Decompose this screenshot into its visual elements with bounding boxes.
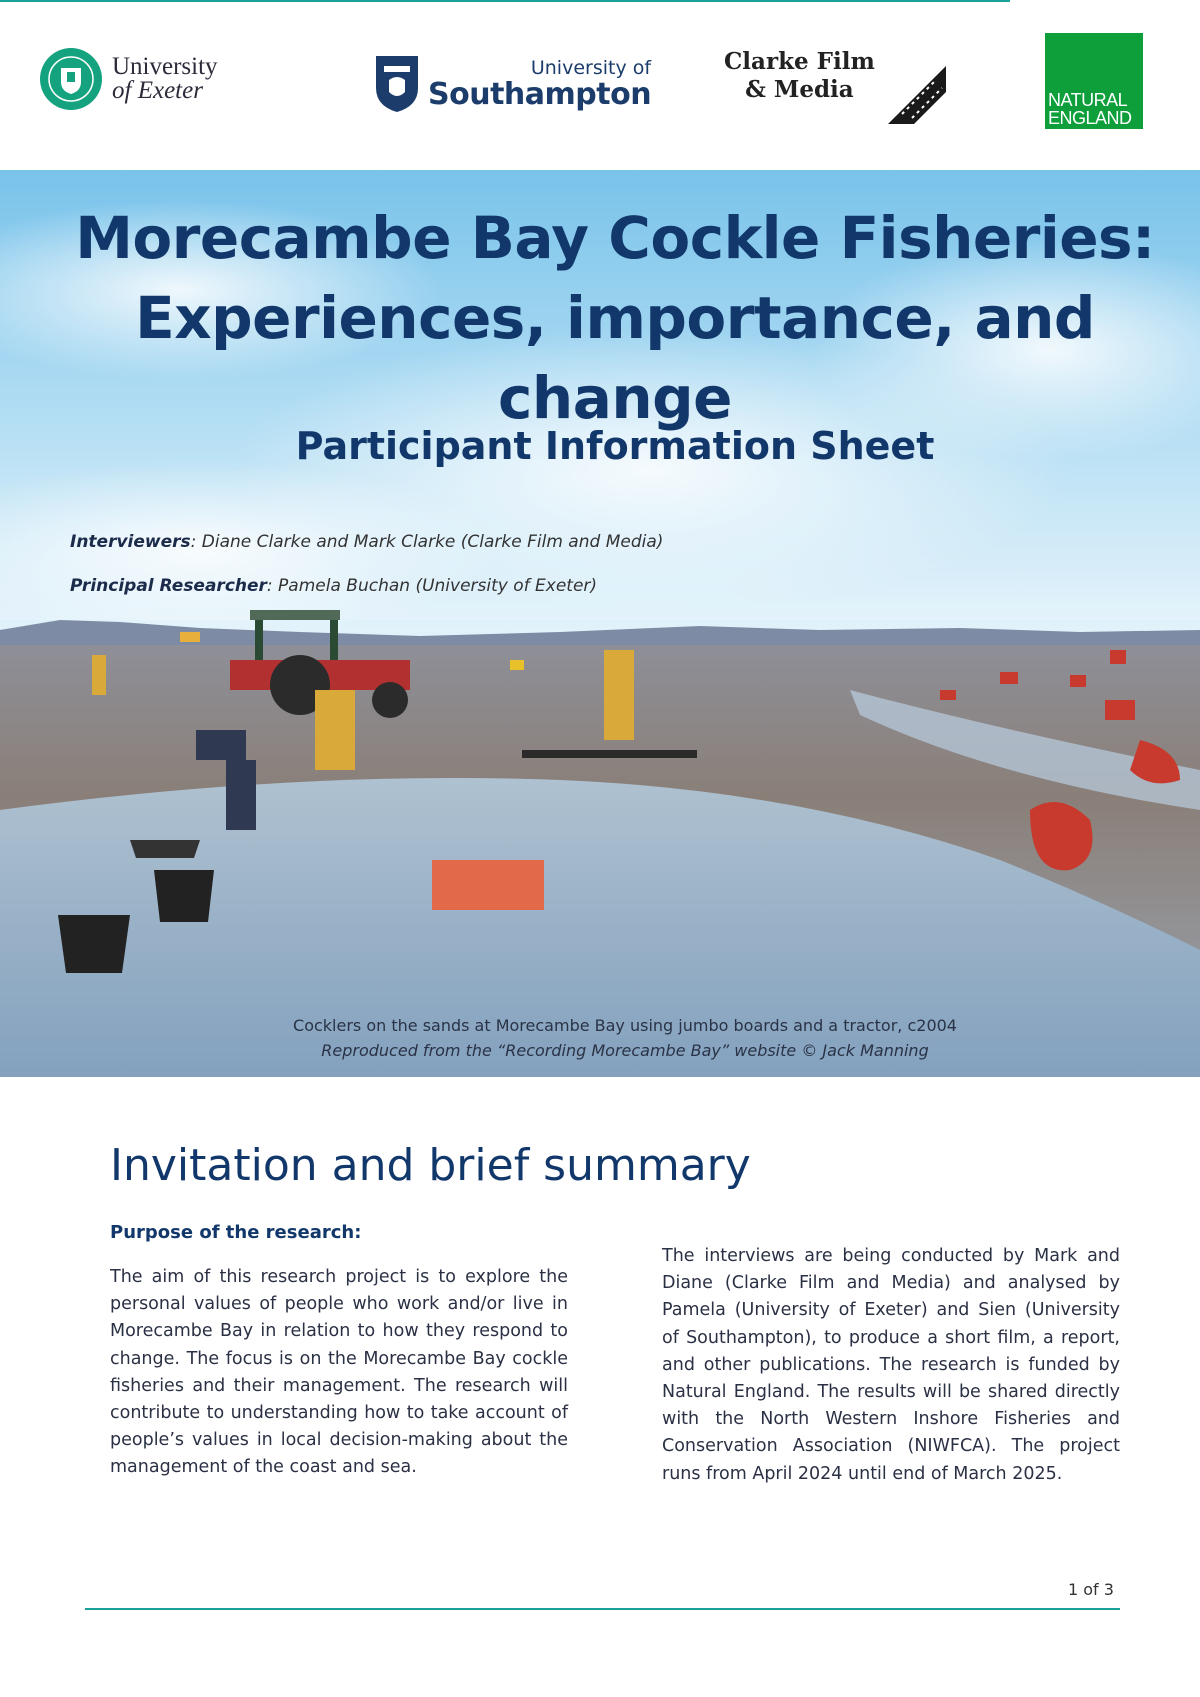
clarke-film-media-logo: [724, 48, 944, 128]
principal-researcher-name: : Pamela Buchan (University of Exeter): [266, 576, 598, 596]
interviewers-label: Interviewers: [70, 532, 191, 552]
interviewers-credit: [70, 532, 663, 552]
natural-england-logo: [1045, 33, 1143, 129]
photo-caption: Cocklers on the sands at Morecambe Bay using jumbo boards and a tractor, c2004: [293, 1016, 957, 1035]
clarke-logo-line2: & Media: [745, 76, 854, 103]
southampton-logo-line1: University of: [530, 57, 652, 79]
southampton-shield-icon: [374, 54, 420, 114]
interviewers-names: : Diane Clarke and Mark Clarke (Clarke Film and Media): [190, 532, 664, 552]
film-strip-icon: [884, 62, 950, 128]
natural-england-line1: NATURAL: [1048, 90, 1128, 110]
purpose-label: Purpose of the research:: [110, 1222, 362, 1243]
top-rule: [0, 0, 1010, 2]
exeter-seal-icon: [40, 48, 102, 110]
section-heading: Invitation and brief summary: [110, 1140, 751, 1191]
principal-researcher-credit: [70, 576, 597, 596]
exeter-logo-line1: University: [112, 53, 218, 80]
bottom-rule: [85, 1608, 1120, 1610]
document-subtitle: Participant Information Sheet: [295, 424, 935, 468]
principal-researcher-label: Principal Researcher: [70, 576, 267, 596]
project-details-paragraph: The interviews are being conducted by Mark and Diane (Clarke Film and Media) and analysed by Pamela (University of Exeter) and Sien (University of Southampton), to produce a short film, a report, and other publications. The research is funded by Natural England. The results will be shared directly with the North Western Inshore Fisheries and Conservation Association (NIWFCA). The project runs from April 2024 until end of March 2025.: [662, 1246, 1120, 1484]
page-number: 1 of 3: [1068, 1580, 1114, 1599]
hero-photo-banner: [0, 170, 1200, 1077]
document-title: Morecambe Bay Cockle Fisheries: Experiences, importance, and change: [75, 204, 1155, 432]
university-of-southampton-logo: [374, 54, 651, 114]
university-of-exeter-logo: [40, 48, 218, 110]
exeter-logo-line2: of Exeter: [112, 77, 203, 104]
natural-england-line2: ENGLAND: [1048, 108, 1132, 128]
purpose-paragraph: The aim of this research project is to explore the personal values of people who work and/or live in Morecambe Bay in relation to how they respond to change. The focus is on the Morecambe Bay cockle fisheries and their management. The research will contribute to understanding how to take account of people’s values in local decision-making about the management of the coast and sea.: [110, 1267, 568, 1478]
southampton-logo-line2: Southampton: [428, 77, 652, 112]
clarke-logo-line1: Clarke Film: [724, 48, 875, 75]
photo-credit: Reproduced from the “Recording Morecambe Bay” website © Jack Manning: [321, 1041, 929, 1060]
